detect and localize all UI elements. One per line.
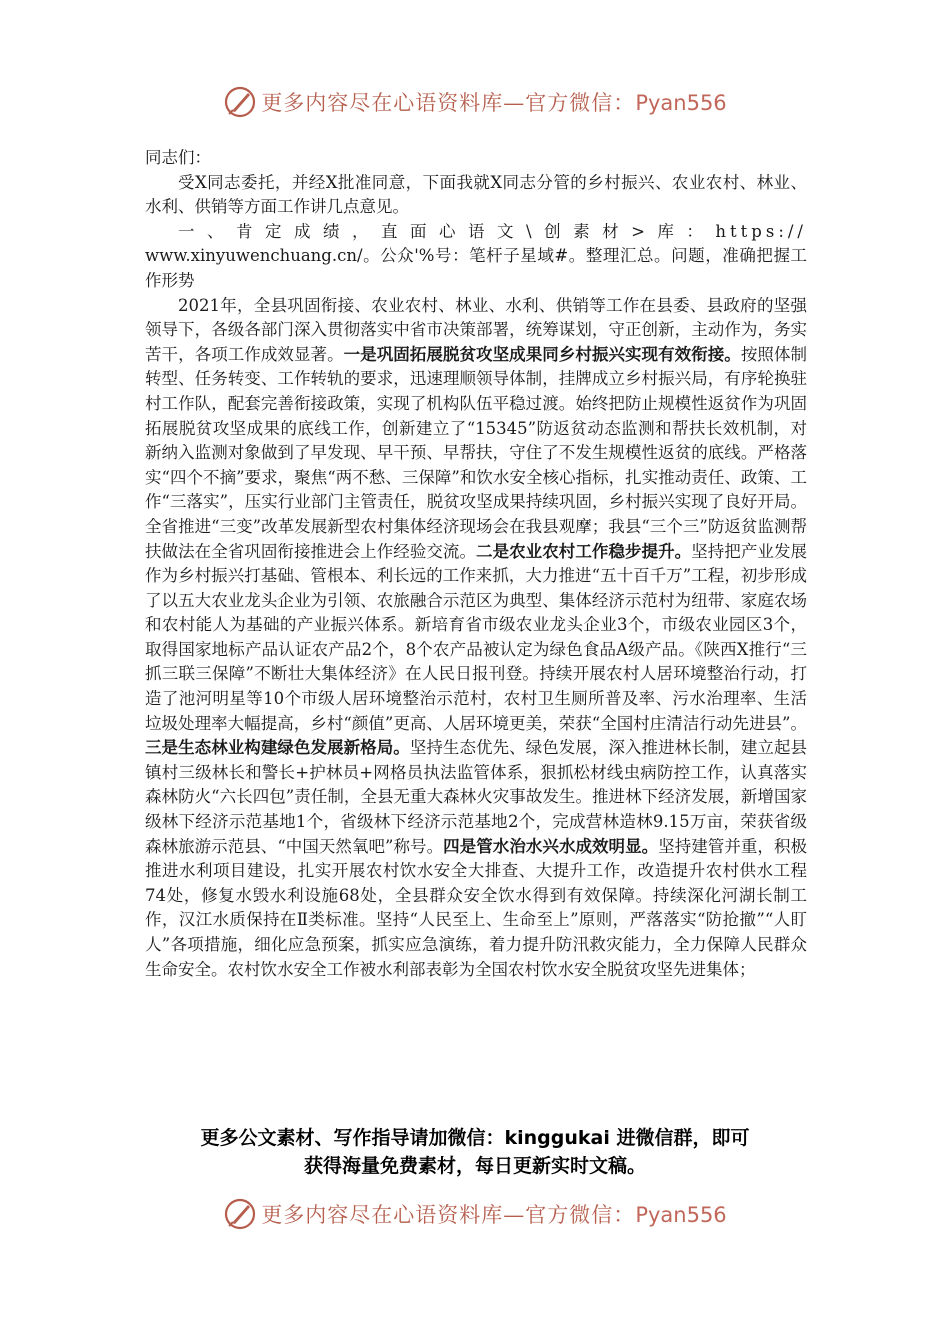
document-body [145,146,807,982]
promo-line-1: 更多公文素材、写作指导请加微信：kinggukai 进微信群，即可 [200,1127,750,1149]
body-paragraph [145,294,807,983]
quill-pen-circle-icon [223,1197,257,1231]
bottom-banner [0,1194,950,1234]
point2-body: 坚持把产业发展作为乡村振兴打基础、管根本、利长远的工作来抓，大力推进“五十百千万”工程，初步形成了以五大农业龙头企业为引领、农旅融合示范区为典型、集体经济示范村为纽带、家庭农场和农村能人为基础的产业振兴体系。新培育省市级农业龙头企业3个，市级农业园区3个，取得国家地标产品认证农产品2个，8个农产品被认定为绿色食品A级产品。《陕西X推行“三抓三联三保障”不断壮大集体经济》在人民日报刊登。持续开展农村人居环境整治行动，打造了池河明星等10个市级人居环境整治示范村，农村卫生厕所普及率、污水治理率、生活垃圾处理率大幅提高，乡村“颜值”更高、人居环境更美，荣获“全国村庄清洁行动先进县”。 [145,541,808,733]
quill-pen-circle-icon [223,85,257,119]
banner-label: 更多内容尽在心语资料库—官方微信：Pyan556 [261,91,727,115]
point1-title: 一是巩固拓展脱贫攻坚成果同乡村振兴实现有效衔接。 [343,344,741,364]
section-heading-rest: www.xinyuwenchuang.cn/。公众'%号：笔杆子星域#。整理汇总。问题，准确把握工作形势 [145,246,807,290]
promo-line-2: 获得海量免费素材，每日更新实时文稿。 [303,1155,646,1177]
point3-title: 三是生态林业构建绿色发展新格局。 [145,738,410,758]
point2-title: 二是农业农村工作稳步提升。 [476,541,692,561]
intro-paragraph: 受X同志委托，并经X批准同意，下面我就X同志分管的乡村振兴、农业农村、林业、水利、供销等方面工作讲几点意见。 [145,172,807,217]
point4-title: 四是管水治水兴水成效明显。 [443,836,659,856]
wechat-promo [0,1124,950,1180]
para-intro: 2021年，全县巩固衔接、农业农村、林业、水利、供销等工作在县委、县政府的坚强领导下，各级各部门深入贯彻落实中省市决策部署，统筹谋划，守正创新，主动作为，务实苦干，各项工作成效显著。 [145,295,807,364]
salutation: 同志们： [145,148,211,167]
point4-body: 坚持建管并重，积极推进水利项目建设，扎实开展农村饮水安全大排查、大提升工作，改造提升农村供水工程74处，修复水毁水利设施68处，全县群众安全饮水得到有效保障。持续深化河湖长制工作，汉江水质保持在Ⅱ类标准。坚持“人民至上、生命至上”原则，严落落实“防抢撤”“人盯人”各项措施，细化应急预案，抓实应急演练，着力提升防汛救灾能力，全力保障人民群众生命安全。农村饮水安全工作被水利部表彰为全国农村饮水安全脱贫攻坚先进集体； [145,836,808,979]
top-banner [0,82,950,122]
point3-body: 坚持生态优先、绿色发展，深入推进林长制，建立起县镇村三级林长和警长+护林员+网格员执法监管体系，狠抓松材线虫病防控工作，认真落实森林防火“六长四包”责任制，全县无重大森林火灾事故发生。推进林下经济发展，新增国家级林下经济示范基地1个，省级林下经济示范基地2个，完成营林造林9.15万亩，荣获省级森林旅游示范县、“中国天然氧吧”称号。 [145,738,808,856]
banner-label: 更多内容尽在心语资料库—官方微信：Pyan556 [261,1203,727,1227]
section-heading-line: 一、肯定成绩，直面心语文\创素材>库：https:// [178,221,807,241]
point1-body: 按照体制转型、任务转变、工作转轨的要求，迅速理顺领导体制，挂牌成立乡村振兴局，有序轮换驻村工作队，配套完善衔接政策，实现了机构队伍平稳过渡。始终把防止规模性返贫作为巩固拓展脱贫攻坚成果的底线工作，创新建立了“15345”防返贫动态监测和帮扶长效机制，对新纳入监测对象做到了早发现、早干预、早帮扶，守住了不发生规模性返贫的底线。严格落实“四个不摘”要求，聚焦“两不愁、三保障”和饮水安全核心指标，扎实推动责任、政策、工作“三落实”，压实行业部门主管责任，脱贫攻坚成果持续巩固，乡村振兴实现了良好开局。全省推进“三变”改革发展新型农村集体经济现场会在我县观摩；我县“三个三”防返贫监测帮扶做法在全省巩固衔接推进会上作经验交流。 [145,344,808,561]
